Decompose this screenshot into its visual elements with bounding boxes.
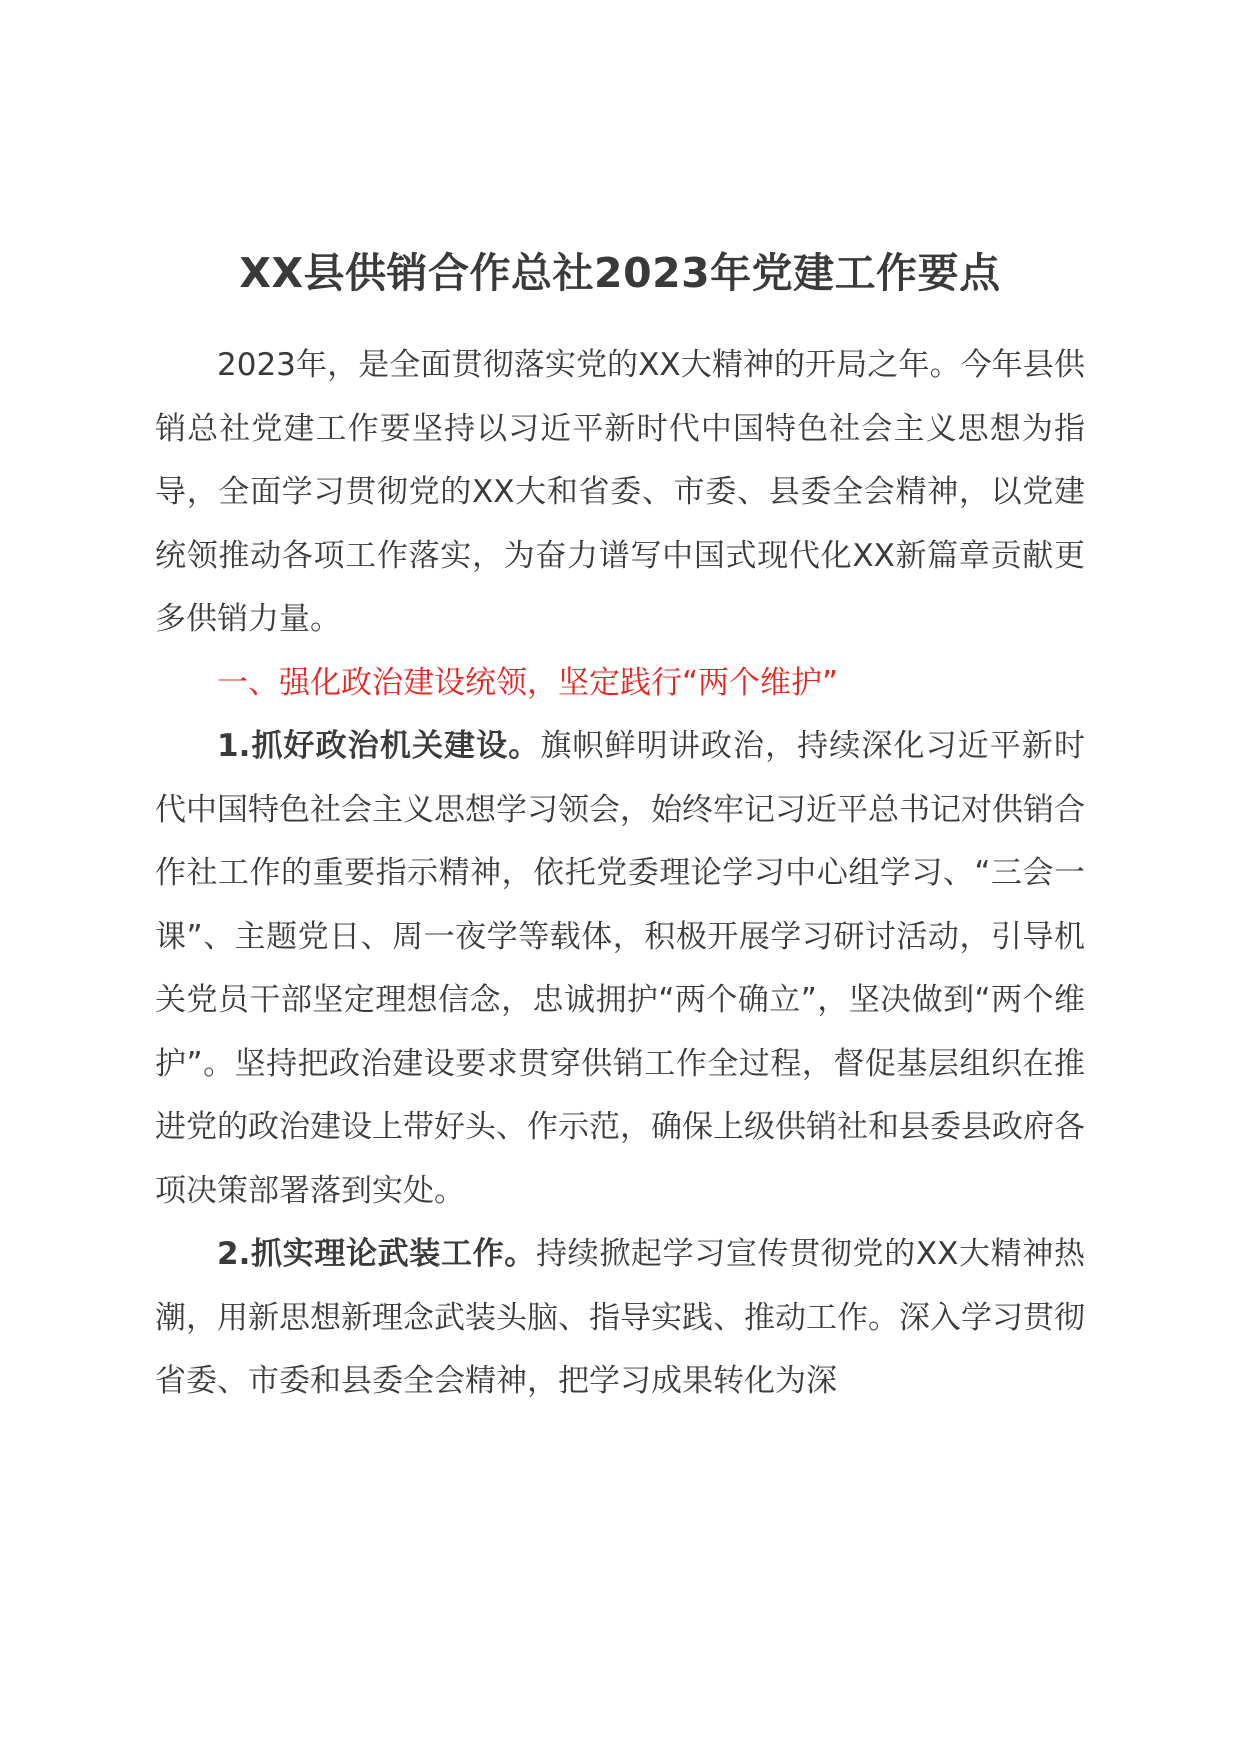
item-text-1: 旗帜鲜明讲政治，持续深化习近平新时代中国特色社会主义思想学习领会，始终牢记习近平总书记对供销合作社工作的重要指示精神，依托党委理论学习中心组学习、“三会一课”、主题党日、周一夜学等载体，积极开展学习研讨活动，引导机关党员干部坚定理想信念，忠诚拥护“两个确立”，坚决做到“两个维护”。坚持把政治建设要求贯穿供销工作全过程，督促基层组织在推进党的政治建设上带好头、作示范，确保上级供销社和县委县政府各项决策部署落到实处。: [155, 728, 1085, 1209]
section-heading-text: 一、强化政治建设统领，坚定践行“两个维护”: [217, 664, 839, 701]
item-lead-2: 2.抓实理论武装工作。: [217, 1236, 536, 1272]
item-paragraph-1: [155, 715, 1085, 1223]
intro-paragraph: [155, 334, 1085, 652]
item-lead-1: 1.抓好政治机关建设。: [217, 728, 541, 764]
item-paragraph-2: [155, 1223, 1085, 1414]
document-body: [155, 334, 1085, 1414]
item-text-2: 持续掀起学习宣传贯彻党的XX大精神热潮，用新思想新理念武装头脑、指导实践、推动工作。深入学习贯彻省委、市委和县委全会精神，把学习成果转化为深: [155, 1236, 1085, 1399]
intro-text: 2023年，是全面贯彻落实党的XX大精神的开局之年。今年县供销总社党建工作要坚持以习近平新时代中国特色社会主义思想为指导，全面学习贯彻党的XX大和省委、市委、县委全会精神，以党建统领推动各项工作落实，为奋力谱写中国式现代化XX新篇章贡献更多供销力量。: [155, 347, 1085, 637]
section-heading-1: [155, 652, 1085, 716]
document-title: XX县供销合作总社2023年党建工作要点: [239, 249, 1001, 297]
